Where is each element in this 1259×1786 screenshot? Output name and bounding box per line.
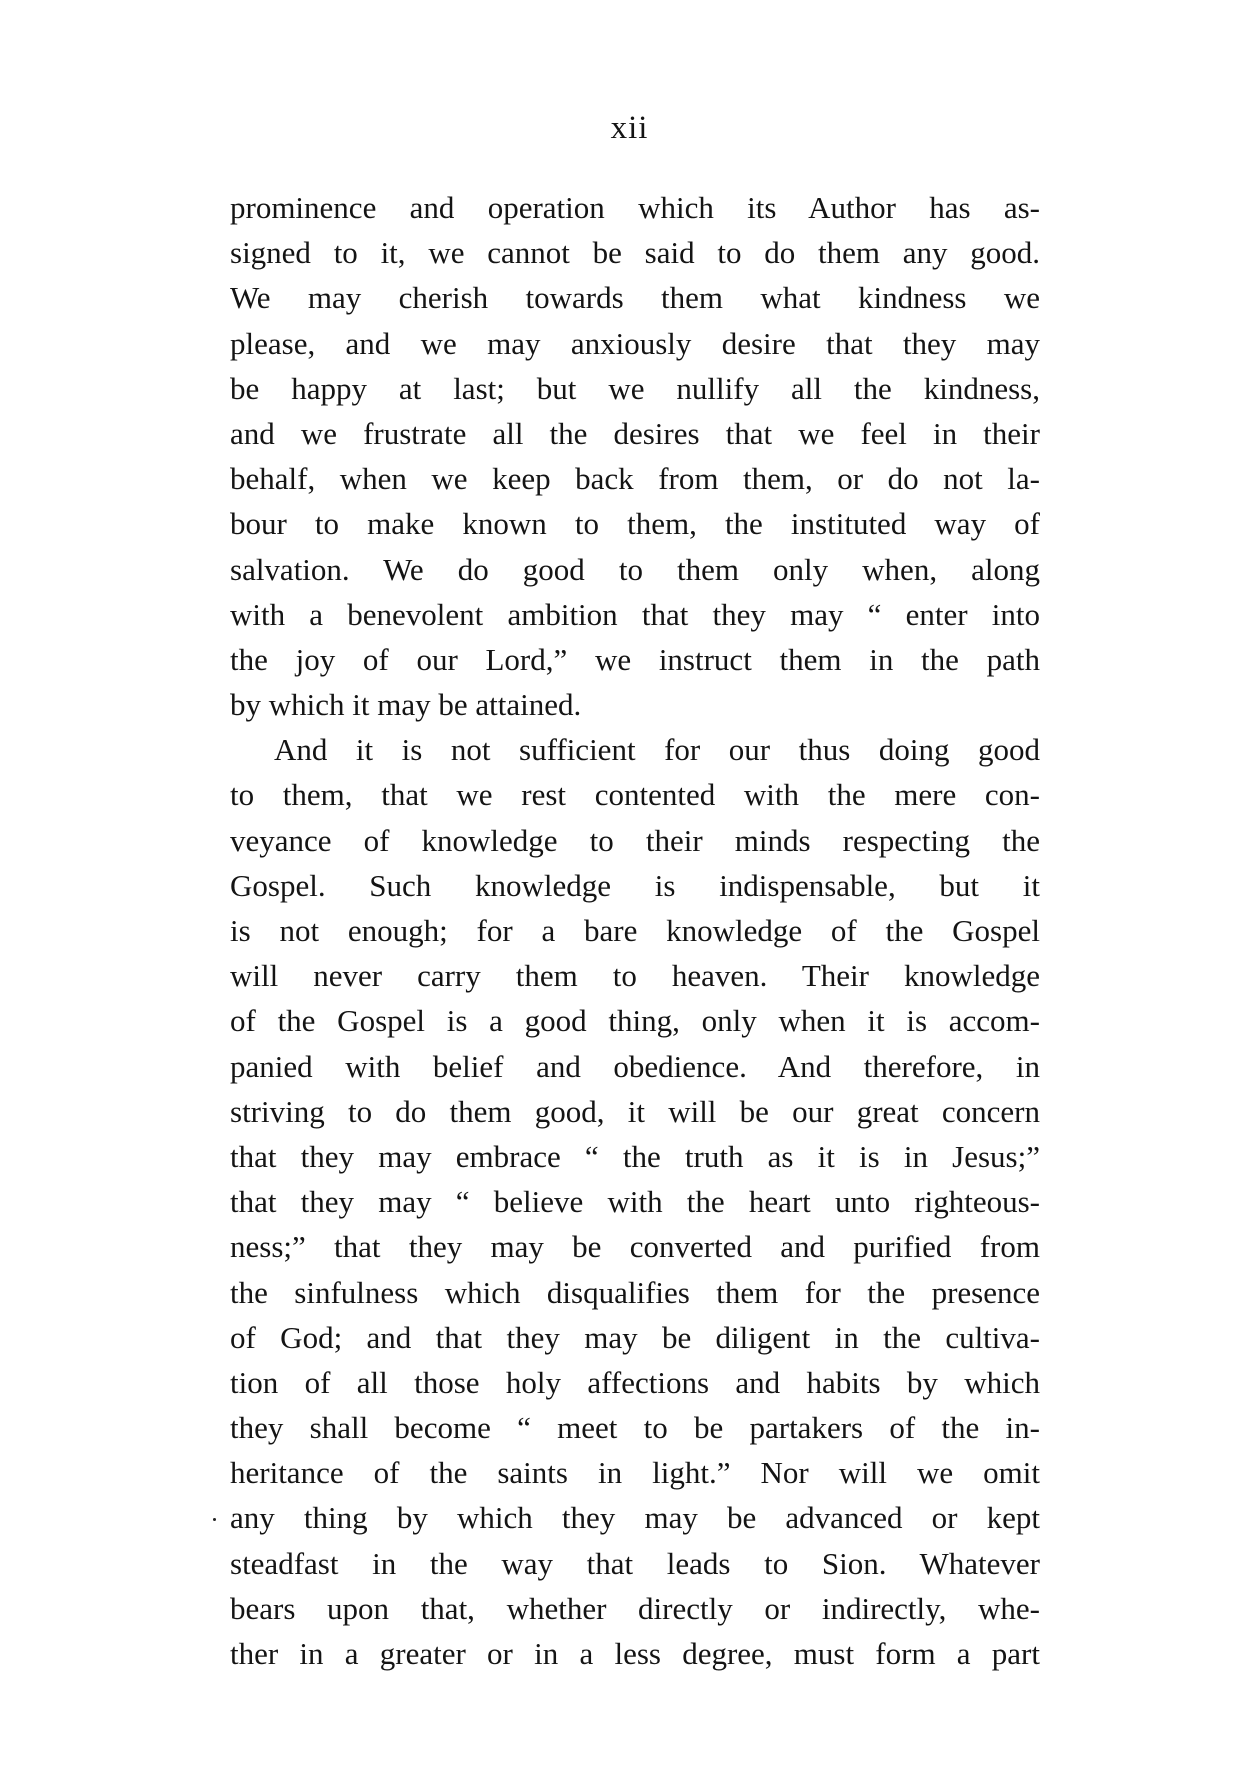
text-line: Gospel. Such knowledge is indispensable, but it <box>230 867 1040 903</box>
text-line: of God; and that they may be diligent in the cultiva- <box>230 1319 1040 1355</box>
text-line: striving to do them good, it will be our great concern <box>230 1093 1040 1129</box>
text-line: salvation. We do good to them only when, along <box>230 551 1040 587</box>
text-line: tion of all those holy affections and habits by which <box>230 1364 1040 1400</box>
text-line: bears upon that, whether directly or indirectly, whe- <box>230 1590 1040 1626</box>
text-line: steadfast in the way that leads to Sion. Whatever <box>230 1545 1040 1581</box>
text-line: is not enough; for a bare knowledge of the Gospel <box>230 913 1040 948</box>
text-line: panied with belief and obedience. And therefore, in <box>230 1048 1040 1084</box>
ink-speck <box>213 1518 216 1521</box>
text-line: the sinfulness which disqualifies them for the presence <box>230 1274 1040 1310</box>
text-line: that they may “ believe with the heart unto righteous- <box>230 1184 1040 1220</box>
text-line: the joy of our Lord,” we instruct them in the path <box>230 641 1040 677</box>
paragraph-end-line: by which it may be attained. <box>230 687 582 723</box>
text-line: they shall become “ meet to be partakers of the in- <box>230 1410 1040 1446</box>
text-line: and we frustrate all the desires that we feel in their <box>230 415 1040 451</box>
page-number: xii <box>610 110 649 146</box>
text-line: heritance of the saints in light.” Nor will we omit <box>230 1455 1040 1491</box>
text-line: that they may embrace “ the truth as it is in Jesus;” <box>230 1138 1040 1174</box>
body-text <box>230 185 1040 1676</box>
text-line: to them, that we rest contented with the mere con- <box>230 777 1040 813</box>
text-line: of the Gospel is a good thing, only when it is accom- <box>230 1003 1040 1039</box>
text-line: will never carry them to heaven. Their knowledge <box>230 958 1040 994</box>
text-line: ness;” that they may be converted and purified from <box>230 1229 1040 1265</box>
text-line: please, and we may anxiously desire that they may <box>230 325 1040 361</box>
text-line: any thing by which they may be advanced or kept <box>230 1500 1040 1536</box>
text-line: behalf, when we keep back from them, or do not la- <box>230 461 1040 497</box>
text-line: veyance of knowledge to their minds respecting the <box>230 822 1040 858</box>
paragraph-start-line: And it is not sufficient for our thus doing good <box>274 732 1040 768</box>
text-line: with a benevolent ambition that they may “ enter into <box>230 596 1040 632</box>
text-line: bour to make known to them, the instituted way of <box>230 506 1040 542</box>
text-line: prominence and operation which its Author has as- <box>230 190 1040 225</box>
text-line: be happy at last; but we nullify all the kindness, <box>230 370 1040 406</box>
text-line: ther in a greater or in a less degree, must form a part <box>230 1636 1040 1671</box>
text-line: signed to it, we cannot be said to do them any good. <box>230 235 1040 271</box>
text-line: We may cherish towards them what kindness we <box>230 280 1040 316</box>
